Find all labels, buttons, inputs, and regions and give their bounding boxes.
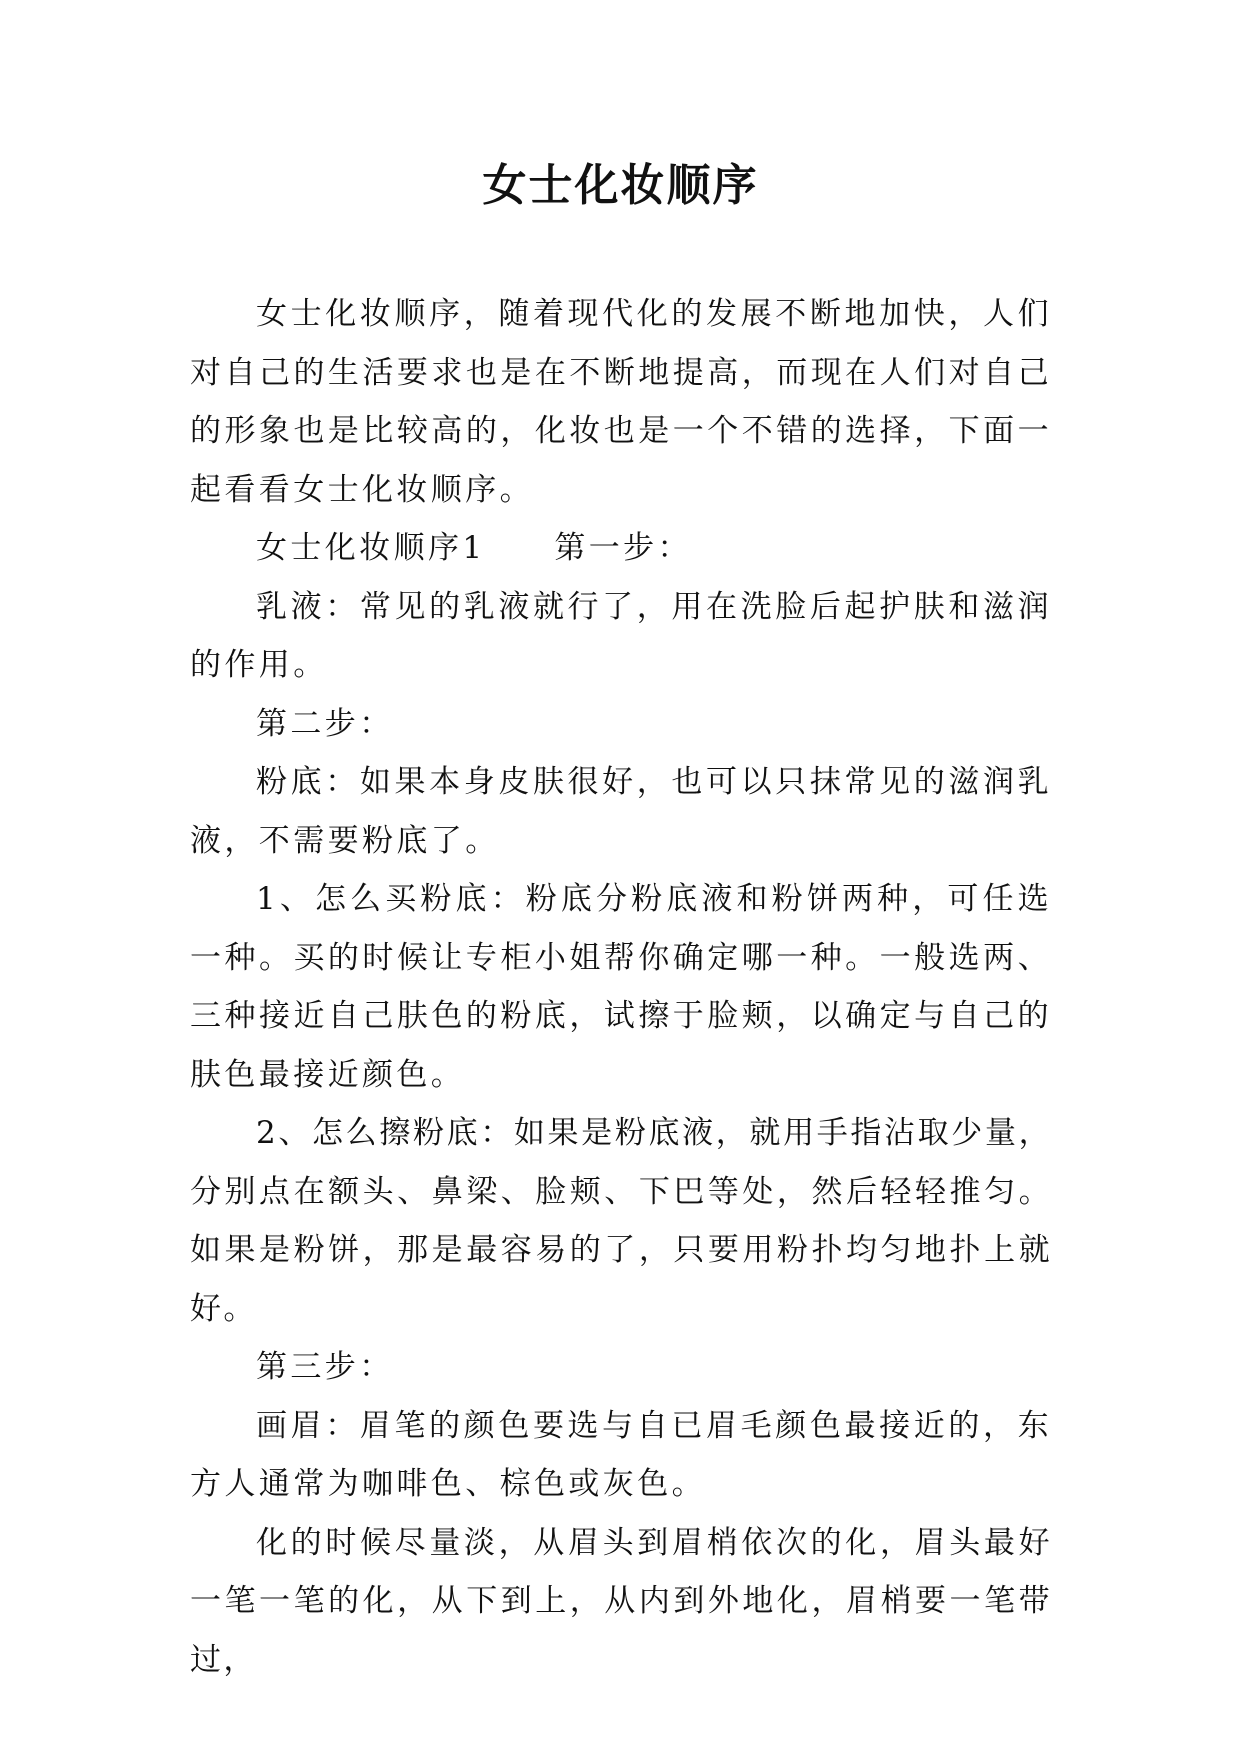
paragraph-eyebrow-technique: 化的时候尽量淡，从眉头到眉梢依次的化，眉头最好一笔一笔的化，从下到上，从内到外地化，眉梢要一笔带过， [190,1524,1052,1678]
paragraph-buy-foundation: 1、怎么买粉底：粉底分粉底液和粉饼两种，可任选一种。买的时候让专柜小姐帮你确定哪一种。一般选两、三种接近自己肤色的粉底，试擦于脸颊，以确定与自己的肤色最接近颜色。 [190,881,1052,1093]
paragraph-step-2: 第二步： [256,705,394,742]
paragraph-foundation: 粉底：如果本身皮肤很好，也可以只抹常见的滋润乳液，不需要粉底了。 [190,764,1052,859]
paragraph-lotion: 乳液：常见的乳液就行了，用在洗脸后起护肤和滋润的作用。 [190,588,1052,683]
paragraph-intro: 女士化妆顺序，随着现代化的发展不断地加快，人们对自己的生活要求也是在不断地提高，而现在人们对自己的形象也是比较高的，化妆也是一个不错的选择，下面一起看看女士化妆顺序。 [190,296,1052,508]
paragraph-apply-foundation: 2、怎么擦粉底：如果是粉底液，就用手指沾取少量，分别点在额头、鼻梁、脸颊、下巴等处，然后轻轻推匀。如果是粉饼，那是最容易的了，只要用粉扑均匀地扑上就好。 [190,1115,1052,1327]
paragraph-section-1-step-1: 女士化妆顺序1 第一步： [256,530,692,566]
document-body [190,285,1052,1689]
paragraph-step-3: 第三步： [256,1349,394,1385]
document-title: 女士化妆顺序 [482,160,759,211]
paragraph-eyebrow: 画眉：眉笔的颜色要选与自已眉毛颜色最接近的，东方人通常为咖啡色、棕色或灰色。 [190,1407,1052,1502]
